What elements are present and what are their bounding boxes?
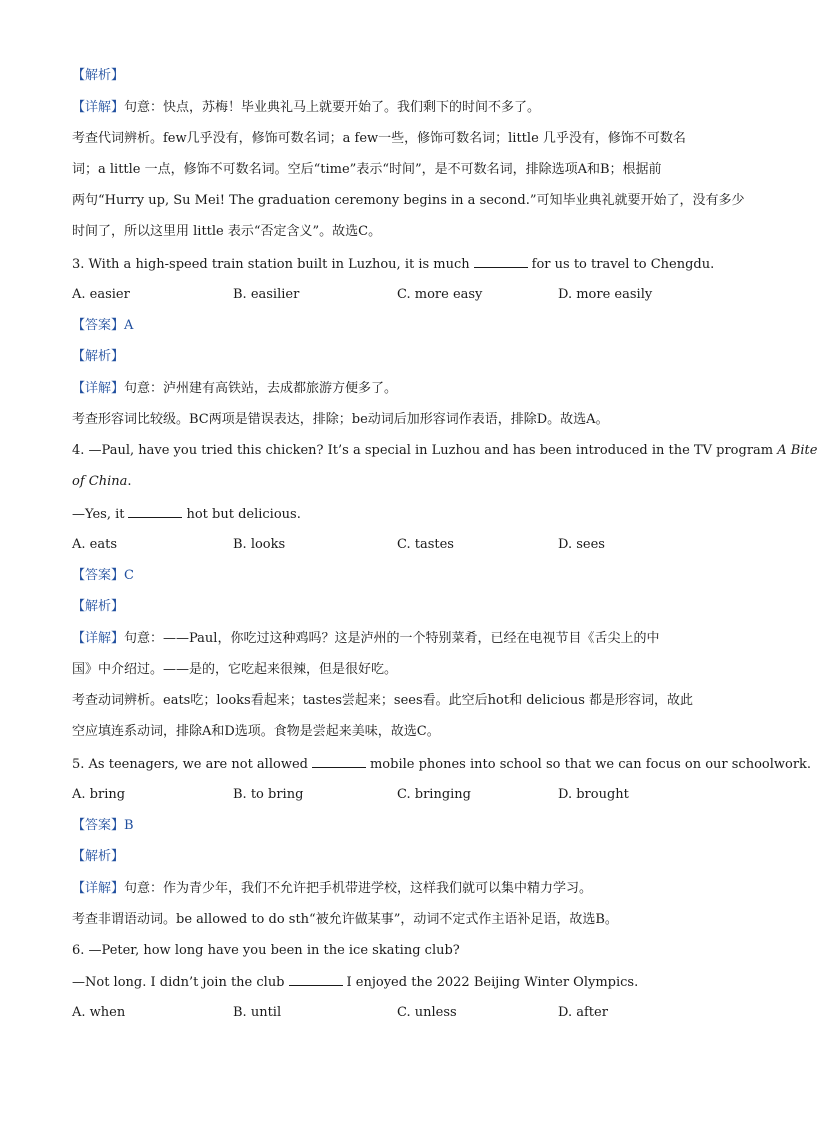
q5-explanation-line-1: 考查非谓语动词。be allowed to do sth“被允许做某事”，动词不定式作主语补足语，故选B。 [72, 912, 618, 927]
q4-analysis-tag: 【解析】 [72, 599, 125, 614]
q3-stem-end: for us to travel to Chengdu. [531, 257, 715, 272]
q3-blank [474, 255, 528, 268]
q6-reply-start: —Not long. I didn’t join the club [72, 975, 285, 990]
q6-option-c: C. unless [397, 1005, 457, 1020]
q3-answer-text: 【答案】A [72, 318, 134, 333]
q6-option-b: B. until [233, 1005, 282, 1020]
q6-stem: 6. —Peter, how long have you been in the ice skating club? [72, 943, 460, 958]
q4-reply-start: —Yes, it [72, 507, 125, 522]
q2-detail-text: 句意：快点，苏梅！毕业典礼马上就要开始了。我们剩下的时间不多了。 [124, 100, 541, 115]
q6-reply [72, 973, 724, 992]
q4-option-c: C. tastes [397, 537, 454, 552]
q5-option-c: C. bringing [397, 787, 471, 802]
q3-option-b: B. easilier [233, 287, 300, 302]
q4-option-d: D. sees [558, 537, 605, 552]
q2-explanation-line-1: 考查代词辨析。few几乎没有，修饰可数名词；a few一些，修饰可数名词；little 几乎没有，修饰不可数名 [72, 131, 686, 146]
q3-answer [72, 317, 724, 335]
q3-stem-start: 3. With a high-speed train station built in Luzhou, it is much [72, 257, 470, 272]
q3-stem [72, 255, 724, 274]
q5-stem [72, 755, 812, 774]
q3-option-a: A. easier [72, 287, 130, 302]
q2-analysis-tag: 【解析】 [72, 68, 125, 83]
q6-blank [289, 973, 343, 986]
q3-explanation-line-1: 考查形容词比较级。BC两项是错误表达，排除；be动词后加形容词作表语，排除D。故选A。 [72, 412, 609, 427]
q6-option-d: D. after [558, 1005, 608, 1020]
q4-reply-end: hot but delicious. [186, 507, 301, 522]
q5-answer-text: 【答案】B [72, 818, 134, 833]
q4-answer-text: 【答案】C [72, 568, 134, 583]
q4-program-title-part-1: A Bite [777, 443, 817, 458]
q5-stem-start: 5. As teenagers, we are not allowed [72, 757, 308, 772]
q2-explanation-line-3: 两句“Hurry up, Su Mei! The graduation ceremony begins in a second.”可知毕业典礼就要开始了，没有多少 [72, 193, 745, 208]
q4-explanation-line-2: 空应填连系动词，排除A和D选项。食物是尝起来美味，故选C。 [72, 724, 440, 739]
q5-analysis-tag: 【解析】 [72, 849, 125, 864]
q4-detail-text-1: 句意：——Paul，你吃过这种鸡吗？这是泸州的一个特别菜肴，已经在电视节目《舌尖上的中 [124, 631, 660, 646]
q6-reply-end: I enjoyed the 2022 Beijing Winter Olympics. [346, 975, 639, 990]
q5-answer [72, 817, 724, 835]
q3-detail-text: 句意：泸州建有高铁站，去成都旅游方便多了。 [124, 381, 398, 396]
q3-option-d: D. more easily [558, 287, 653, 302]
q4-explanation-line-1: 考查动词辨析。eats吃；looks看起来；tastes尝起来；sees看。此空后hot和 delicious 都是形容词，故此 [72, 693, 693, 708]
q3-option-c: C. more easy [397, 287, 483, 302]
q5-detail-tag: 【详解】 [72, 881, 125, 896]
q4-stem-line-1 [72, 442, 817, 460]
q4-stem-period: . [127, 474, 132, 489]
q5-option-d: D. brought [558, 787, 629, 802]
q4-reply [72, 505, 724, 524]
q6-option-a: A. when [72, 1005, 126, 1020]
q2-detail-tag: 【详解】 [72, 100, 125, 115]
q5-detail-text: 句意：作为青少年，我们不允许把手机带进学校，这样我们就可以集中精力学习。 [124, 881, 593, 896]
q4-program-title-part-2: of China [72, 474, 128, 489]
q5-option-a: A. bring [72, 787, 126, 802]
q3-analysis-tag: 【解析】 [72, 349, 125, 364]
q3-detail-tag: 【详解】 [72, 381, 125, 396]
q5-option-b: B. to bring [233, 787, 304, 802]
q5-stem-end: mobile phones into school so that we can focus on our schoolwork. [369, 757, 812, 772]
q5-blank [312, 755, 366, 768]
q4-stem-line-2 [72, 473, 724, 491]
q4-detail-line-2: 国》中介绍过。——是的，它吃起来很辣，但是很好吃。 [72, 662, 398, 677]
q4-stem-text: 4. —Paul, have you tried this chicken? It’s a special in Luzhou and has been introduced in the TV program [72, 443, 774, 458]
q4-option-a: A. eats [72, 537, 117, 552]
q4-option-b: B. looks [233, 537, 286, 552]
q5-detail [72, 880, 724, 898]
q2-explanation-line-4: 时间了，所以这里用 little 表示“否定含义”。故选C。 [72, 224, 382, 239]
q2-explanation-line-2: 词；a little 一点，修饰不可数名词。空后“time”表示“时间”，是不可数名词，排除选项A和B；根据前 [72, 162, 662, 177]
q4-detail-tag: 【详解】 [72, 631, 125, 646]
q4-blank [128, 505, 182, 518]
q3-detail [72, 380, 724, 398]
q4-detail-line-1 [72, 630, 724, 648]
q2-detail [72, 99, 724, 117]
q4-answer [72, 567, 724, 585]
